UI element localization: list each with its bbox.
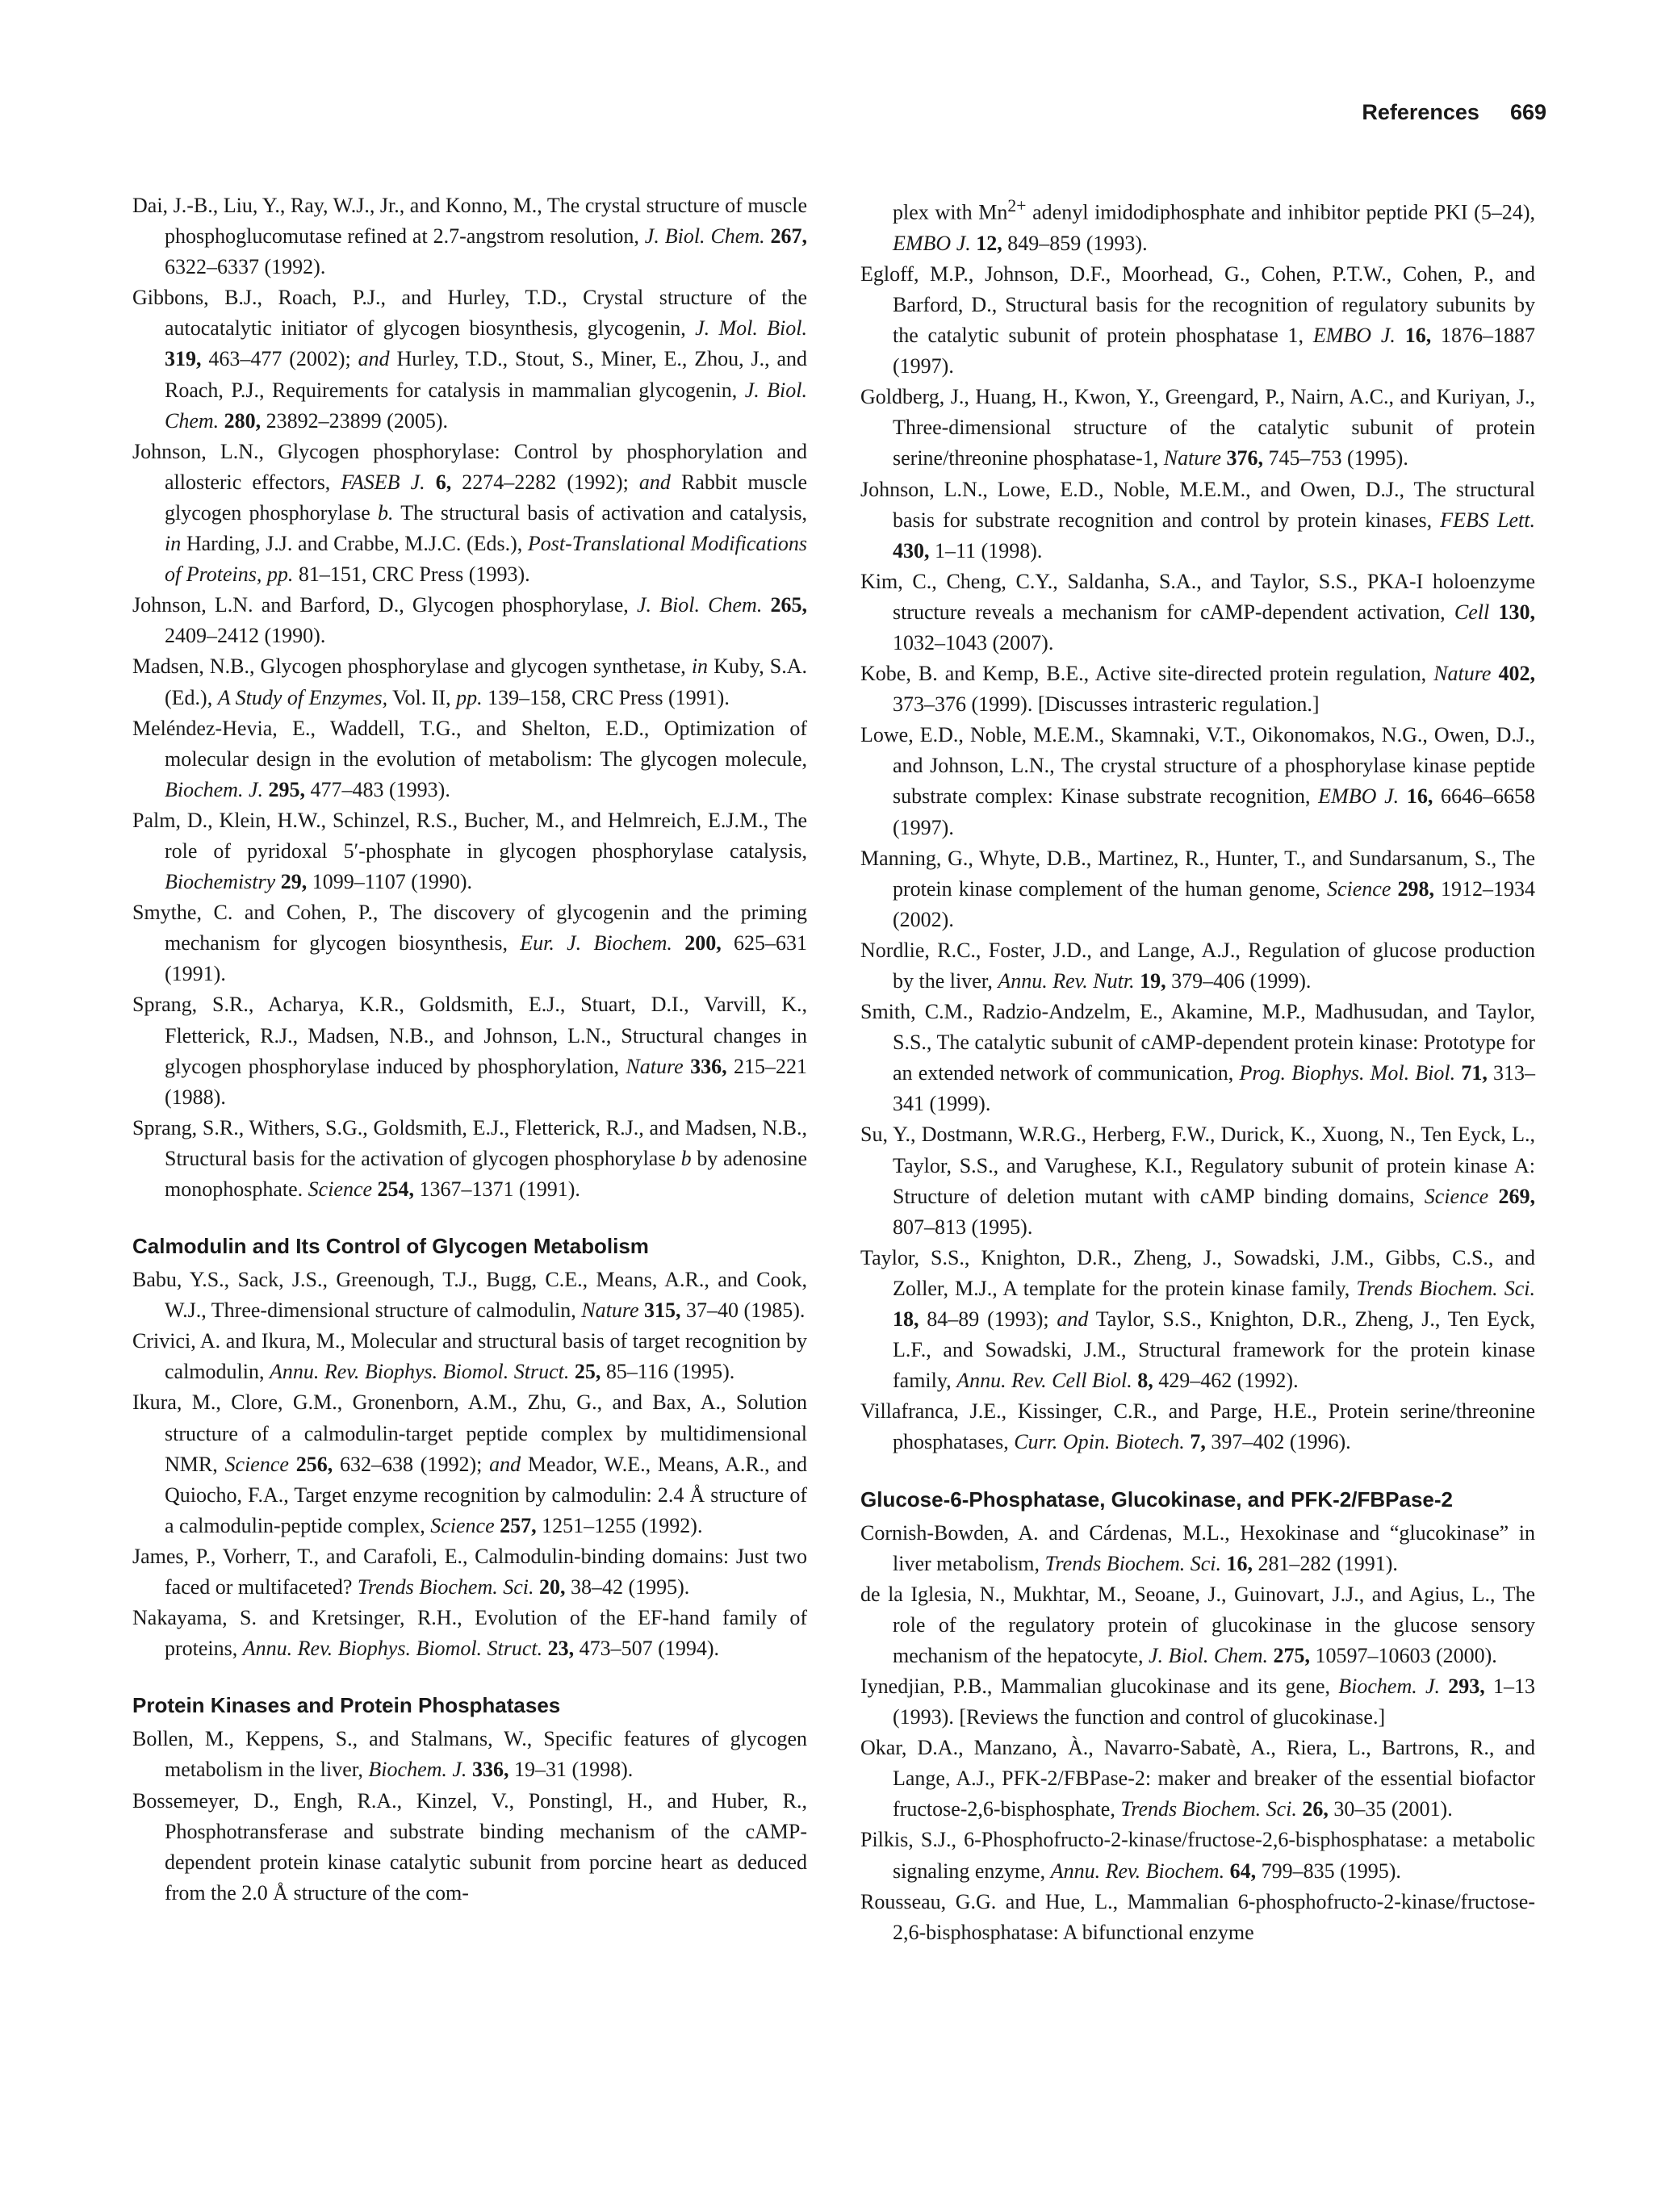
reference-entry: Johnson, L.N., Glycogen phosphorylase: Control by phosphorylation and allosteric effectors, FASEB J. 6, 2274–2282 (1992); and Rabbit muscle glycogen phosphorylase b. The structural basis of activation and catalysis, in Harding, J.J. and Crabbe, M.J.C. (Eds.), Post-Translational Modifications of Proteins, pp. 81–151, CRC Press (1993). [132, 439, 808, 587]
reference-entry: Okar, D.A., Manzano, À., Navarro-Sabatè, A., Riera, L., Bartrons, R., and Lange, A.J., PFK-2/FBPase-2: maker and breaker of the essential biofactor fructose-2,6-bisphosphate, Trends Biochem. Sci. 26, 30–35 (2001). [860, 1736, 1535, 1821]
reference-entry: Iynedjian, P.B., Mammalian glucokinase and its gene, Biochem. J. 293, 1–13 (1993). [Reviews the function and control of glucokinase.] [860, 1674, 1536, 1729]
reference-continuation: plex with $Mn^{2+}$ adenyl imidodiphosphate and inhibitor peptide PKI (5–24), EMBO J. 12, 849–859 (1993). [893, 196, 1536, 255]
section-heading: Glucose-6-Phosphatase, Glucokinase, and PFK-2/FBPase-2 [860, 1487, 1453, 1512]
reference-entry: Smith, C.M., Radzio-Andzelm, E., Akamine, M.P., Madhusudan, and Taylor, S.S., The catalytic subunit of cAMP-dependent protein kinase: Prototype for an extended network of communication, Prog. Biophys. Mol. Biol. 71, 313–341 (1999). [860, 1000, 1536, 1116]
reference-entry: Taylor, S.S., Knighton, D.R., Zheng, J., Sowadski, J.M., Gibbs, C.S., and Zoller, M.J., A template for the protein kinase family, Trends Biochem. Sci. 18, 84–89 (1993); and Taylor, S.S., Knighton, D.R., Zheng, J., Ten Eyck, L.F., and Sowadski, J.M., Structural framework for the protein kinase family, Annu. Rev. Cell Biol. 8, 429–462 (1992). [860, 1245, 1535, 1393]
left-column [132, 190, 807, 1909]
reference-entry: Egloff, M.P., Johnson, D.F., Moorhead, G., Cohen, P.T.W., Cohen, P., and Barford, D., Structural basis for the recognition of regulatory subunits by the catalytic subunit of protein phosphatase 1, EMBO J. 16, 1876–1887 (1997). [860, 261, 1535, 378]
section-heading: Calmodulin and Its Control of Glycogen Metabolism [132, 1234, 649, 1259]
reference-entry: Villafranca, J.E., Kissinger, C.R., and Parge, H.E., Protein serine/threonine phosphatases, Curr. Opin. Biotech. 7, 397–402 (1996). [860, 1399, 1535, 1454]
reference-entry: Sprang, S.R., Acharya, K.R., Goldsmith, E.J., Stuart, D.I., Varvill, K., Fletterick, R.J., Madsen, N.B., and Johnson, L.N., Structural changes in glycogen phosphorylase induced by phosphorylation, Nature 336, 215–221 (1988). [132, 993, 808, 1109]
reference-entry: Babu, Y.S., Sack, J.S., Greenough, T.J., Bugg, C.E., Means, A.R., and Cook, W.J., Three-dimensional structure of calmodulin, Nature 315, 37–40 (1985). [132, 1268, 807, 1323]
reference-entry: Palm, D., Klein, H.W., Schinzel, R.S., Bucher, M., and Helmreich, E.J.M., The role of pyridoxal 5′-phosphate in glycogen phosphorylase catalysis, Biochemistry 29, 1099–1107 (1990). [132, 808, 807, 894]
reference-entry: Madsen, N.B., Glycogen phosphorylase and glycogen synthetase, in Kuby, S.A. (Ed.), A Study of Enzymes, Vol. II, pp. 139–158, CRC Press (1991). [132, 654, 807, 709]
running-head [1362, 100, 1546, 125]
reference-entry: Kim, C., Cheng, C.Y., Saldanha, S.A., and Taylor, S.S., PKA-I holoenzyme structure reveals a mechanism for cAMP-dependent activation, Cell 130, 1032–1043 (2007). [860, 569, 1536, 654]
reference-entry: Nakayama, S. and Kretsinger, R.H., Evolution of the EF-hand family of proteins, Annu. Rev. Biophys. Biomol. Struct. 23, 473–507 (1994). [132, 1606, 807, 1661]
reference-entry: Johnson, L.N., Lowe, E.D., Noble, M.E.M., and Owen, D.J., The structural basis for substrate recognition and control by protein kinases, FEBS Lett. 430, 1–11 (1998). [860, 477, 1535, 562]
reference-entry: Johnson, L.N. and Barford, D., Glycogen phosphorylase, J. Biol. Chem. 265, 2409–2412 (1990). [132, 593, 808, 648]
reference-entry: Meléndez-Hevia, E., Waddell, T.G., and Shelton, E.D., Optimization of molecular design in the evolution of metabolism: The glycogen molecule, Biochem. J. 295, 477–483 (1993). [132, 716, 807, 801]
reference-entry: de la Iglesia, N., Mukhtar, M., Seoane, J., Guinovart, J.J., and Agius, L., The role of the regulatory protein of glucokinase in the glucose sensory mechanism of the hepatocyte, J. Biol. Chem. 275, 10597–10603 (2000). [860, 1582, 1535, 1667]
reference-entry: Ikura, M., Clore, G.M., Gronenborn, A.M., Zhu, G., and Bax, A., Solution structure of a calmodulin-target peptide complex by multidimensional NMR, Science 256, 632–638 (1992); and Meador, W.E., Means, A.R., and Quiocho, F.A., Target enzyme recognition by calmodulin: 2.4 Å structure of a calmodulin-peptide complex, Science 257, 1251–1255 (1992). [132, 1390, 808, 1537]
reference-entry: Gibbons, B.J., Roach, P.J., and Hurley, T.D., Crystal structure of the autocatalytic initiator of glycogen biosynthesis, glycogenin, J. Mol. Biol. 319, 463–477 (2002); and Hurley, T.D., Stout, S., Miner, E., Zhou, J., and Roach, P.J., Requirements for catalysis in mammalian glycogenin, J. Biol. Chem. 280, 23892–23899 (2005). [132, 286, 807, 433]
reference-entry: Pilkis, S.J., 6-Phosphofructo-2-kinase/fructose-2,6-bisphosphatase: a metabolic signaling enzyme, Annu. Rev. Biochem. 64, 799–835 (1995). [860, 1828, 1535, 1883]
reference-entry: Crivici, A. and Ikura, M., Molecular and structural basis of target recognition by calmodulin, Annu. Rev. Biophys. Biomol. Struct. 25, 85–116 (1995). [132, 1329, 807, 1384]
page-number: 669 [1509, 100, 1546, 124]
reference-entry: Cornish-Bowden, A. and Cárdenas, M.L., Hexokinase and “glucokinase” in liver metabolism, Trends Biochem. Sci. 16, 281–282 (1991). [860, 1520, 1535, 1575]
reference-entry: James, P., Vorherr, T., and Carafoli, E., Calmodulin-binding domains: Just two faced or multifaceted? Trends Biochem. Sci. 20, 38–42 (1995). [132, 1544, 807, 1599]
reference-entry: Manning, G., Whyte, D.B., Martinez, R., Hunter, T., and Sundarsanum, S., The protein kinase complement of the human genome, Science 298, 1912–1934 (2002). [860, 846, 1536, 931]
reference-entry: Nordlie, R.C., Foster, J.D., and Lange, A.J., Regulation of glucose production by the liver, Annu. Rev. Nutr. 19, 379–406 (1999). [860, 938, 1535, 993]
reference-entry: Su, Y., Dostmann, W.R.G., Herberg, F.W., Durick, K., Xuong, N., Ten Eyck, L., Taylor, S.S., and Varughese, K.I., Regulatory subunit of protein kinase A: Structure of deletion mutant with cAMP binding domains, Science 269, 807–813 (1995). [860, 1123, 1536, 1239]
reference-entry: Lowe, E.D., Noble, M.E.M., Skamnaki, V.T., Oikonomakos, N.G., Owen, D.J., and Johnson, L.N., The crystal structure of a phosphorylase kinase peptide substrate complex: Kinase substrate recognition, EMBO J. 16, 6646–6658 (1997). [860, 723, 1536, 839]
reference-entry: Kobe, B. and Kemp, B.E., Active site-directed protein regulation, Nature 402, 373–376 (1999). [Discusses intrasteric regulation.] [860, 662, 1536, 717]
reference-entry: Goldberg, J., Huang, H., Kwon, Y., Greengard, P., Nairn, A.C., and Kuriyan, J., Three-dimensional structure of the catalytic subunit of protein serine/threonine phosphatase-1, Nature 376, 745–753 (1995). [860, 385, 1535, 470]
reference-entry: Bossemeyer, D., Engh, R.A., Kinzel, V., Ponstingl, H., and Huber, R., Phosphotransferase and substrate binding mechanism of the cAMP-dependent protein kinase catalytic subunit from porcine heart as deduced from the 2.0 Å structure of the com- [132, 1788, 807, 1905]
reference-entry: Smythe, C. and Cohen, P., The discovery of glycogenin and the priming mechanism for glycogen biosynthesis, Eur. J. Biochem. 200, 625–631 (1991). [132, 901, 808, 986]
running-head-title: References [1362, 100, 1479, 124]
section-heading: Protein Kinases and Protein Phosphatases [132, 1693, 561, 1718]
reference-entry: Dai, J.-B., Liu, Y., Ray, W.J., Jr., and Konno, M., The crystal structure of muscle phosphoglucomutase refined at 2.7-angstrom resolution, J. Biol. Chem. 267, 6322–6337 (1992). [132, 194, 808, 279]
reference-entry: Sprang, S.R., Withers, S.G., Goldsmith, E.J., Fletterick, R.J., and Madsen, N.B., Structural basis for the activation of glycogen phosphorylase b by adenosine monophosphate. Science 254, 1367–1371 (1991). [132, 1115, 807, 1201]
right-column [860, 190, 1535, 1948]
reference-entry: Bollen, M., Keppens, S., and Stalmans, W., Specific features of glycogen metabolism in the liver, Biochem. J. 336, 19–31 (1998). [132, 1727, 807, 1782]
reference-entry: Rousseau, G.G. and Hue, L., Mammalian 6-phosphofructo-2-kinase/fructose-2,6-bisphosphatase: A bifunctional enzyme [860, 1889, 1535, 1944]
